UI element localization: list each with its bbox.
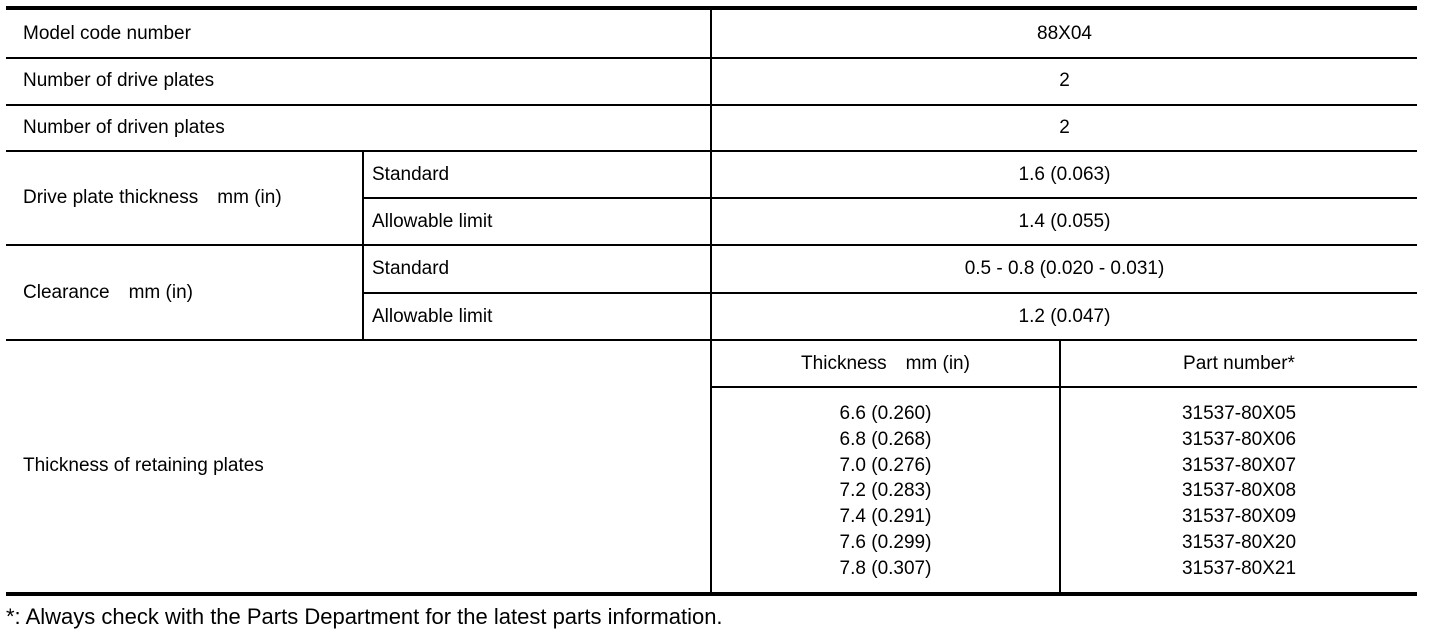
clearance-limit-value: 1.2 (0.047)	[1018, 306, 1111, 327]
drive-thickness-limit-label: Allowable limit	[372, 211, 493, 232]
row-rule	[364, 197, 1417, 199]
clearance-limit-label: Allowable limit	[372, 306, 493, 327]
thickness-value: 6.8 (0.268)	[839, 428, 932, 450]
part-number-list	[1061, 401, 1417, 582]
model-code-value: 88X04	[1037, 23, 1092, 44]
thickness-value: 6.6 (0.260)	[839, 403, 932, 424]
drive-plate-thickness-label: Drive plate thickness mm (in)	[23, 187, 282, 208]
driven-plates-label: Number of driven plates	[23, 117, 225, 138]
part-number-value: 31537-80X21	[1181, 557, 1297, 579]
drive-thickness-standard-label: Standard	[372, 164, 450, 185]
part-number-value: 31537-80X07	[1181, 454, 1297, 476]
drive-plates-label: Number of drive plates	[23, 70, 215, 91]
retaining-plates-label: Thickness of retaining plates	[23, 455, 264, 476]
clearance-standard-value: 0.5 - 0.8 (0.020 - 0.031)	[964, 258, 1165, 279]
model-code-label: Model code number	[23, 23, 191, 44]
part-number-column-header: Part number*	[1183, 353, 1295, 374]
thickness-column-header: Thickness mm (in)	[801, 353, 970, 374]
subheader-rule	[712, 386, 1417, 388]
part-number-value: 31537-80X09	[1181, 506, 1297, 528]
part-number-value: 31537-80X06	[1181, 428, 1297, 450]
drive-thickness-standard-value: 1.6 (0.063)	[1018, 164, 1111, 185]
part-number-value: 31537-80X20	[1181, 531, 1297, 553]
thickness-value: 7.8 (0.307)	[839, 557, 932, 579]
thickness-value: 7.0 (0.276)	[839, 454, 932, 476]
part-number-value: 31537-80X08	[1181, 480, 1297, 502]
thickness-value: 7.2 (0.283)	[839, 480, 932, 502]
thickness-list	[712, 401, 1059, 582]
thickness-value: 7.4 (0.291)	[839, 506, 932, 528]
row-rule	[364, 292, 1417, 294]
clearance-standard-label: Standard	[372, 258, 450, 279]
clearance-label: Clearance mm (in)	[23, 282, 193, 303]
column-rule	[362, 150, 364, 341]
drive-thickness-limit-value: 1.4 (0.055)	[1018, 211, 1111, 232]
part-number-value: 31537-80X05	[1181, 403, 1297, 424]
drive-plates-value: 2	[1059, 70, 1070, 91]
driven-plates-value: 2	[1059, 117, 1070, 138]
footnote: *: Always check with the Parts Department for the latest parts information.	[6, 604, 723, 629]
thickness-value: 7.6 (0.299)	[839, 531, 932, 553]
